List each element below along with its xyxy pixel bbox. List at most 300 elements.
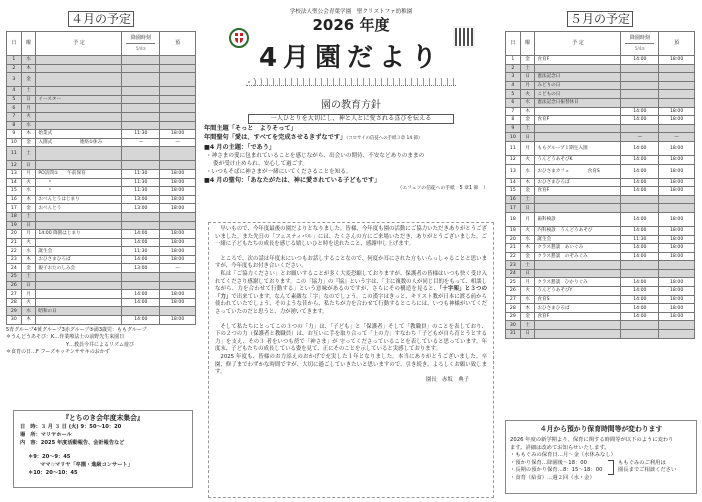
care-time-cell: 18:00 bbox=[160, 187, 196, 196]
header-weekday: 曜 bbox=[21, 32, 36, 56]
weekday-cell: 月 bbox=[520, 141, 535, 155]
principal-message bbox=[208, 222, 494, 498]
weekday-cell: 土 bbox=[520, 64, 535, 73]
table-row bbox=[506, 133, 695, 142]
day-cell: 1 bbox=[7, 56, 22, 65]
annual-verse: 年間聖句「愛は、すべてを完成させるきずなです」（コロサイの信徒への手紙３章 14 節） bbox=[204, 134, 423, 141]
table-row bbox=[506, 64, 695, 73]
leave-time-cell bbox=[122, 64, 160, 73]
weekday-cell: 日 bbox=[21, 221, 36, 230]
day-cell: 15 bbox=[7, 187, 22, 196]
leave-time-cell bbox=[122, 95, 160, 104]
table-row bbox=[506, 141, 695, 155]
care-time-cell bbox=[659, 64, 695, 73]
signature: 園長 赤坂 典子 bbox=[425, 376, 469, 383]
plan-cell: 誕生会 bbox=[535, 235, 621, 244]
care-time-cell bbox=[160, 87, 196, 96]
page-title: 4月園だより bbox=[258, 43, 444, 73]
event-content: 内 容：2025 年度活動報告、会計報告など bbox=[20, 440, 125, 446]
table-row bbox=[7, 187, 196, 196]
day-cell: 19 bbox=[506, 226, 521, 235]
april-table bbox=[6, 31, 196, 325]
day-cell: 19 bbox=[7, 221, 22, 230]
leave-time-cell bbox=[621, 90, 659, 99]
care-time-cell bbox=[160, 221, 196, 230]
plan-cell: うんどうあそびY bbox=[535, 287, 621, 296]
leave-time-cell: 14:00 bbox=[621, 244, 659, 253]
event-title: 『とちのき会年度末集会』 bbox=[62, 414, 144, 422]
weekday-cell: 木 bbox=[520, 244, 535, 253]
plan-cell bbox=[36, 161, 122, 170]
table-row bbox=[506, 304, 695, 313]
leave-time-cell bbox=[621, 321, 659, 330]
leave-time-cell: 13:00 bbox=[122, 204, 160, 213]
plan-cell: 誕生会 bbox=[36, 247, 122, 256]
care-time-cell: 18:00 bbox=[160, 204, 196, 213]
table-row bbox=[506, 204, 695, 213]
day-cell: 2 bbox=[506, 64, 521, 73]
care-time-cell bbox=[160, 73, 196, 87]
day-cell: 5 bbox=[506, 90, 521, 99]
care-item: ・ももぐみの保育日…月～金（水休みなし） bbox=[510, 452, 616, 459]
table-row bbox=[506, 164, 695, 178]
care-time-cell: 18:00 bbox=[160, 298, 196, 307]
leave-time-cell: 14:00 bbox=[621, 226, 659, 235]
care-time-cell: 18:00 bbox=[659, 212, 695, 226]
message-paragraph: そして私たちにとってこの３つの「力」は、「子ども」と「保護者」そして「教職員」のことを表しており、下の２つの力（保護者と教職員）は、お互いに手を取り合って「上の力」すなわち「子どもが自ら育とうとする力」を支え、その３ 者をいつも傍で「神さま」が 守ってくださっていることを表していると思っています。年度末、子どもたちの成長している姿を見て、正にそのことを示していると実感しております。 bbox=[215, 323, 487, 353]
day-cell: 22 bbox=[7, 247, 22, 256]
care-time-cell bbox=[160, 121, 196, 130]
weekday-cell: 金 bbox=[520, 187, 535, 196]
message-paragraph: 早いもので、今年度最後の園だよりとなりました。皆様、今年度も園の活動にご協力いただきありがとうございました。また先日の「フェスティバル」には、たくさんの方にご来場いただき、ありがとうございました。ご一緒に子どもたちの成長を感じる嬉しいひと時を送れたこと、感謝申し上げます。 bbox=[215, 226, 487, 248]
day-cell: 25 bbox=[506, 278, 521, 287]
care-time-cell: 18:00 bbox=[659, 252, 695, 261]
plan-cell: クラス懇談 あいぐみ bbox=[535, 244, 621, 253]
weekday-cell: 月 bbox=[21, 169, 36, 178]
leave-time-cell bbox=[621, 64, 659, 73]
care-time-cell: 18:00 bbox=[659, 116, 695, 125]
care-time-cell bbox=[160, 307, 196, 316]
plan-cell bbox=[535, 133, 621, 142]
plan-cell bbox=[36, 290, 122, 299]
april-schedule bbox=[6, 8, 196, 357]
leave-time-cell bbox=[122, 56, 160, 65]
weekday-cell: 木 bbox=[21, 316, 36, 325]
care-time-cell: 18:00 bbox=[160, 130, 196, 139]
day-cell: 3 bbox=[506, 73, 521, 82]
note-exercise: ＊うんどうあそび：K…作業療法士の前野先生来園日 bbox=[6, 334, 125, 341]
message-paragraph: 私は「ご協力ください」とお願いすることが多く大変恐縮しておりますが、保護者の皆様はいつも快く受け入れてくださり感謝しております。この「協力」の『協』という字は、「主に複数の人が同じ目的をもって、相談しながら、力を合わせて行動する」という意味があるのですが、さらにその構造を見ると、「十字架」と３つの「力」で出来ています。なんて素敵な「字」なのでしょう。この漢字はきっと、キリスト教が日本に渡る前から使われていたでしょう、そのような昔から、私たちが力を合わせて行動するところには、いつも神様がいてくださっていたのだと思うと、力が湧いてきます。 bbox=[215, 270, 487, 315]
weekday-cell: 月 bbox=[21, 104, 36, 113]
bracket-icon bbox=[608, 460, 614, 475]
care-time-cell bbox=[659, 73, 695, 82]
weekday-cell: 日 bbox=[520, 133, 535, 142]
april-theme: ■4 月の主題：「であう」 bbox=[204, 144, 276, 151]
day-cell: 4 bbox=[7, 87, 22, 96]
plan-cell bbox=[36, 316, 122, 325]
table-row bbox=[7, 161, 196, 170]
weekday-cell: 金 bbox=[520, 116, 535, 125]
day-cell: 10 bbox=[506, 133, 521, 142]
day-cell: 12 bbox=[7, 161, 22, 170]
plan-cell: 憲法記念日 bbox=[535, 73, 621, 82]
leave-time-cell bbox=[122, 112, 160, 121]
day-cell: 12 bbox=[506, 155, 521, 164]
event-box bbox=[13, 410, 193, 488]
plan-cell: 14:00 降園はじまり bbox=[36, 230, 122, 239]
care-time-cell bbox=[160, 112, 196, 121]
weekday-cell: 日 bbox=[21, 281, 36, 290]
table-row bbox=[506, 116, 695, 125]
care-time-cell: — bbox=[160, 138, 196, 147]
day-cell: 15 bbox=[506, 187, 521, 196]
leave-time-cell: 14:00 bbox=[621, 178, 659, 187]
care-time-cell: 18:00 bbox=[160, 238, 196, 247]
day-cell: 8 bbox=[506, 116, 521, 125]
plan-cell bbox=[36, 56, 122, 65]
header-care: 預 bbox=[659, 32, 695, 56]
event-date: 日 時：３ 月 ３ 日 (火) 9：50～10：20 bbox=[20, 424, 122, 430]
weekday-cell: 月 bbox=[21, 230, 36, 239]
day-cell: 21 bbox=[7, 238, 22, 247]
header-day: 日 bbox=[506, 32, 521, 56]
plan-cell: 親子おたのしみ会 bbox=[36, 264, 122, 273]
weekday-cell: 火 bbox=[520, 287, 535, 296]
header-weekday: 曜 bbox=[520, 32, 535, 56]
table-row bbox=[7, 138, 196, 147]
leave-time-cell bbox=[122, 104, 160, 113]
day-cell: 7 bbox=[7, 112, 22, 121]
weekday-cell: 火 bbox=[21, 112, 36, 121]
day-cell: 11 bbox=[7, 147, 22, 161]
weekday-cell: 土 bbox=[520, 195, 535, 204]
weekday-cell: 水 bbox=[21, 56, 36, 65]
day-cell: 18 bbox=[506, 212, 521, 226]
plan-cell bbox=[535, 204, 621, 213]
plan-cell: おひさまカフェ 食育S bbox=[535, 164, 621, 178]
table-row bbox=[506, 107, 695, 116]
event-place: 場 所：マリヤホール bbox=[20, 432, 72, 438]
plan-cell bbox=[535, 261, 621, 270]
table-row bbox=[7, 230, 196, 239]
day-cell: 5 bbox=[7, 95, 22, 104]
weekday-cell: 金 bbox=[21, 73, 36, 87]
plan-cell: おひさまひろば bbox=[36, 255, 122, 264]
weekday-cell: 金 bbox=[21, 138, 36, 147]
plan-cell bbox=[535, 195, 621, 204]
table-row bbox=[7, 195, 196, 204]
care-bracket-group bbox=[510, 460, 692, 475]
weekday-cell: 金 bbox=[21, 204, 36, 213]
leave-time-cell bbox=[122, 307, 160, 316]
leave-time-cell bbox=[122, 273, 160, 282]
weekday-cell: 木 bbox=[21, 255, 36, 264]
header-leave: 降園時刻 5/4③ bbox=[122, 32, 160, 56]
care-time-cell: 18:00 bbox=[659, 187, 695, 196]
weekday-cell: 月 bbox=[520, 278, 535, 287]
annual-theme: 年間主題「そっと よりそって」 bbox=[204, 125, 297, 132]
care-time-cell: 18:00 bbox=[659, 304, 695, 313]
plan-cell bbox=[535, 330, 621, 339]
table-row bbox=[7, 87, 196, 96]
day-cell: 3 bbox=[7, 73, 22, 87]
plan-cell: 食育F bbox=[535, 116, 621, 125]
day-cell: 8 bbox=[7, 121, 22, 130]
day-cell: 29 bbox=[506, 312, 521, 321]
plan-cell bbox=[36, 87, 122, 96]
leave-time-cell: 14:00 bbox=[621, 212, 659, 226]
care-intro: 2026 年度の新学期より、保育に関する時間等が以下のように変わり bbox=[510, 437, 674, 443]
leave-time-cell: 14:00 bbox=[621, 141, 659, 155]
weekday-cell: 日 bbox=[520, 269, 535, 278]
may-rows bbox=[506, 56, 695, 339]
plan-cell bbox=[535, 124, 621, 133]
leave-time-cell: 14:00 bbox=[122, 290, 160, 299]
qr-code-icon[interactable] bbox=[453, 26, 475, 48]
note-rhythm: Y…教員今井によるリズム遊び bbox=[66, 341, 134, 348]
leave-time-cell: 14:00 bbox=[621, 155, 659, 164]
plan-cell bbox=[535, 64, 621, 73]
weekday-cell: 水 bbox=[21, 247, 36, 256]
weekday-cell: 水 bbox=[520, 295, 535, 304]
care-item: ・長期の預かり保育…8：15～18：00 bbox=[510, 467, 603, 474]
plan-cell bbox=[535, 107, 621, 116]
day-cell: 21 bbox=[506, 244, 521, 253]
weekday-cell: 木 bbox=[21, 195, 36, 204]
weekday-cell: 火 bbox=[520, 155, 535, 164]
policy-heading: 園の教育方針 bbox=[321, 100, 381, 111]
weekday-cell: 日 bbox=[21, 161, 36, 170]
plan-cell: おべんとう bbox=[36, 204, 122, 213]
header-day: 日 bbox=[7, 32, 22, 56]
care-time-cell: 18:00 bbox=[160, 255, 196, 264]
table-row bbox=[7, 238, 196, 247]
care-time-cell: 18:00 bbox=[659, 226, 695, 235]
table-row bbox=[506, 98, 695, 107]
weekday-cell: 水 bbox=[520, 235, 535, 244]
weekday-cell: 日 bbox=[520, 330, 535, 339]
weekday-cell: 木 bbox=[520, 178, 535, 187]
plan-cell bbox=[36, 238, 122, 247]
weekday-cell: 木 bbox=[520, 304, 535, 313]
leave-time-cell: 14:00 bbox=[621, 295, 659, 304]
table-row bbox=[506, 187, 695, 196]
weekday-cell: 金 bbox=[21, 264, 36, 273]
bullet-1: ・神さまの愛に包まれていることを感じながら、出会いの期待、不安などありのままの bbox=[206, 153, 425, 159]
leave-time-cell: 14:00 bbox=[122, 238, 160, 247]
leave-time-cell bbox=[621, 261, 659, 270]
day-cell: 20 bbox=[7, 230, 22, 239]
weekday-cell: 土 bbox=[520, 261, 535, 270]
table-row bbox=[7, 281, 196, 290]
table-row bbox=[7, 298, 196, 307]
table-row bbox=[506, 90, 695, 99]
day-cell: 1 bbox=[506, 56, 521, 65]
plan-cell bbox=[535, 321, 621, 330]
table-header bbox=[506, 32, 695, 56]
care-time-cell: 18:00 bbox=[659, 155, 695, 164]
message-paragraph: ところで、次の話は年度末にいつもお話しすることなので、何度か耳にされた方もいらっしゃることと思いますが、今年度もお付き合いください。 bbox=[215, 255, 487, 270]
header-leave: 降園時刻 5/4③ bbox=[621, 32, 659, 56]
note-food: ＊食育の日…F フーズキッチンササキのおかず bbox=[6, 349, 110, 356]
april-verse-ref: （エフェソの信徒への手紙 5 章1 節 ） bbox=[397, 186, 488, 191]
leave-time-cell: — bbox=[122, 138, 160, 147]
plan-cell bbox=[36, 273, 122, 282]
leave-time-cell: 13:00 bbox=[122, 195, 160, 204]
plan-cell: 食育F bbox=[535, 312, 621, 321]
header-care: 預 bbox=[160, 32, 196, 56]
table-row bbox=[506, 295, 695, 304]
day-cell: 28 bbox=[7, 298, 22, 307]
table-row bbox=[7, 56, 196, 65]
leave-time-cell bbox=[122, 121, 160, 130]
vine-divider bbox=[246, 78, 456, 86]
weekday-cell: 木 bbox=[520, 107, 535, 116]
care-time-cell bbox=[160, 56, 196, 65]
care-time-cell: 18:00 bbox=[659, 295, 695, 304]
plan-cell: ももグループ１期生入園 bbox=[535, 141, 621, 155]
weekday-cell: 土 bbox=[21, 87, 36, 96]
table-row bbox=[7, 169, 196, 178]
day-cell: 24 bbox=[506, 269, 521, 278]
care-time-cell: 18:00 bbox=[160, 247, 196, 256]
weekday-cell: 土 bbox=[21, 273, 36, 282]
plan-cell: 〃 bbox=[36, 178, 122, 187]
plan-cell: 昭和の日 bbox=[36, 307, 122, 316]
event-time1: ＊9：20～9：45 bbox=[28, 454, 71, 460]
day-cell: 9 bbox=[506, 124, 521, 133]
day-cell: 9 bbox=[7, 130, 22, 139]
care-time-cell: 18:00 bbox=[659, 178, 695, 187]
bullet-2: ・いつもそばに神さまが一緒にいてくださることを知る。 bbox=[206, 169, 352, 175]
leave-time-cell bbox=[122, 161, 160, 170]
table-row bbox=[7, 178, 196, 187]
bullet-1-cont: 姿が受け止められ、安心して過ごす。 bbox=[213, 161, 308, 167]
care-time-cell bbox=[160, 64, 196, 73]
weekday-cell: 月 bbox=[520, 212, 535, 226]
leave-time-cell: 11:30 bbox=[122, 169, 160, 178]
leave-time-cell: 14:00 bbox=[621, 287, 659, 296]
leave-time-cell bbox=[621, 98, 659, 107]
table-row bbox=[7, 221, 196, 230]
header-plan: 予 定 bbox=[535, 32, 621, 56]
table-header bbox=[7, 32, 196, 56]
care-time-cell bbox=[160, 161, 196, 170]
table-row bbox=[506, 226, 695, 235]
leave-time-cell bbox=[621, 195, 659, 204]
table-row bbox=[7, 121, 196, 130]
table-row bbox=[7, 95, 196, 104]
table-row bbox=[506, 244, 695, 253]
leave-time-cell: 14:00 bbox=[621, 304, 659, 313]
care-notice bbox=[505, 420, 697, 494]
table-row bbox=[7, 247, 196, 256]
may-table bbox=[505, 31, 695, 339]
care-time-cell: 18:00 bbox=[160, 290, 196, 299]
weekday-cell: 土 bbox=[21, 147, 36, 161]
care-time-cell: 18:00 bbox=[160, 316, 196, 325]
weekday-cell: 木 bbox=[21, 64, 36, 73]
may-title: ５月の予定 bbox=[505, 8, 695, 27]
table-row bbox=[7, 104, 196, 113]
plan-cell: 食育S bbox=[535, 295, 621, 304]
day-cell: 14 bbox=[506, 178, 521, 187]
plan-cell bbox=[36, 281, 122, 290]
weekday-cell: 火 bbox=[520, 226, 535, 235]
day-cell: 16 bbox=[506, 195, 521, 204]
plan-cell bbox=[36, 298, 122, 307]
plan-cell bbox=[36, 112, 122, 121]
leave-time-cell: 11:30 bbox=[122, 178, 160, 187]
day-cell: 17 bbox=[506, 204, 521, 213]
leave-time-cell: 14:00 bbox=[122, 230, 160, 239]
leave-time-cell: 11:30 bbox=[122, 187, 160, 196]
plan-cell: おべんとうはじまり bbox=[36, 195, 122, 204]
leave-time-cell: 14:00 bbox=[621, 278, 659, 287]
day-cell: 18 bbox=[7, 212, 22, 221]
weekday-cell: 金 bbox=[520, 252, 535, 261]
table-row bbox=[506, 56, 695, 65]
event-time2: ＊10：20～10：45 bbox=[28, 470, 78, 476]
weekday-cell: 水 bbox=[21, 187, 36, 196]
day-cell: 11 bbox=[506, 141, 521, 155]
care-item: ・食育（給食）…週２回（水・金） bbox=[510, 474, 595, 481]
weekday-cell: 土 bbox=[21, 212, 36, 221]
leave-time-cell bbox=[122, 73, 160, 87]
day-cell: 27 bbox=[7, 290, 22, 299]
care-time-cell: — bbox=[659, 133, 695, 142]
table-row bbox=[7, 73, 196, 87]
care-time-cell: 18:00 bbox=[160, 230, 196, 239]
may-schedule bbox=[505, 8, 695, 339]
plan-cell bbox=[36, 147, 122, 161]
weekday-cell: 水 bbox=[21, 121, 36, 130]
table-row bbox=[506, 212, 695, 226]
leave-time-cell: 11:30 bbox=[122, 130, 160, 139]
table-row bbox=[506, 261, 695, 270]
plan-cell: 食育F bbox=[535, 187, 621, 196]
table-row bbox=[506, 278, 695, 287]
table-row bbox=[506, 81, 695, 90]
care-time-cell: 18:00 bbox=[659, 235, 695, 244]
care-time-cell: 18:00 bbox=[659, 312, 695, 321]
april-title: ４月の予定 bbox=[6, 8, 196, 27]
table-row bbox=[7, 290, 196, 299]
leave-time-cell: 11:30 bbox=[122, 247, 160, 256]
table-row bbox=[7, 204, 196, 213]
day-cell: 17 bbox=[7, 204, 22, 213]
leave-time-cell bbox=[621, 73, 659, 82]
care-time-cell bbox=[659, 261, 695, 270]
day-cell: 6 bbox=[506, 98, 521, 107]
april-rows bbox=[7, 56, 196, 325]
day-cell: 28 bbox=[506, 304, 521, 313]
weekday-cell: 月 bbox=[21, 290, 36, 299]
plan-cell: おひさまひろば bbox=[535, 178, 621, 187]
care-time-cell bbox=[659, 330, 695, 339]
care-time-cell: 18:00 bbox=[659, 287, 695, 296]
table-row bbox=[7, 130, 196, 139]
day-cell: 22 bbox=[506, 252, 521, 261]
day-cell: 7 bbox=[506, 107, 521, 116]
table-row bbox=[7, 64, 196, 73]
care-time-cell bbox=[160, 281, 196, 290]
table-row bbox=[7, 264, 196, 273]
plan-cell bbox=[36, 221, 122, 230]
leave-time-cell bbox=[122, 221, 160, 230]
policy-motto: 一人ひとりを大切にし、神と人とに愛される喜びを伝える bbox=[248, 114, 454, 124]
care-title: ４月から預かり保育時間等が変わります bbox=[539, 425, 663, 433]
